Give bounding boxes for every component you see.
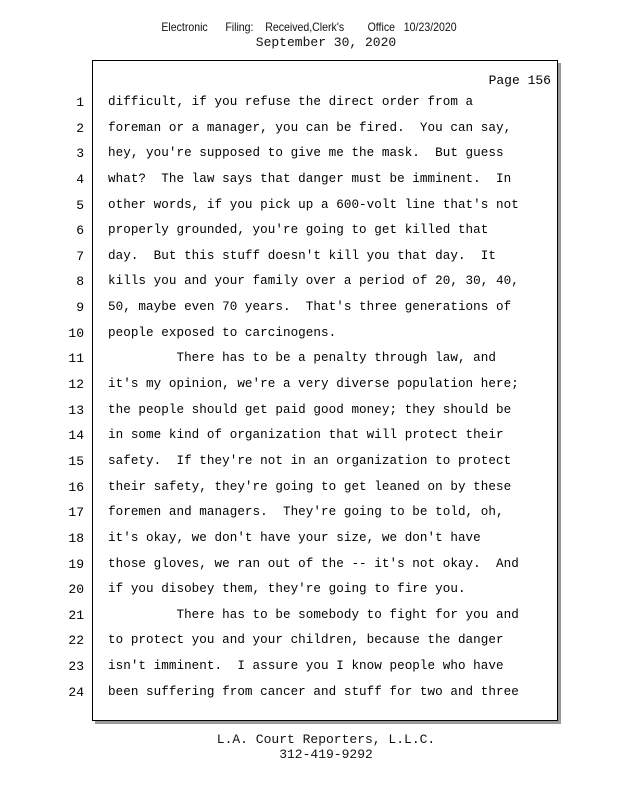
transcript-line	[0, 449, 618, 475]
transcript-line	[0, 90, 618, 116]
transcript-line	[0, 141, 618, 167]
line-text: to protect you and your children, because the danger	[108, 633, 504, 648]
line-number: 3	[76, 146, 84, 162]
court-reporter-phone: 312-419-9292	[279, 747, 373, 762]
transcript-line	[0, 218, 618, 244]
line-number: 5	[76, 197, 84, 213]
transcript-line	[0, 269, 618, 295]
line-number: 6	[76, 223, 84, 239]
line-text: There has to be somebody to fight for you and	[108, 607, 519, 622]
line-text: it's my opinion, we're a very diverse population here;	[108, 377, 519, 392]
line-text: been suffering from cancer and stuff for two and three	[108, 684, 519, 699]
line-number: 15	[68, 453, 84, 469]
transcript-line	[0, 167, 618, 193]
line-number: 12	[68, 377, 84, 393]
line-number: 21	[68, 607, 84, 623]
court-reporter-name: L.A. Court Reporters, L.L.C.	[216, 732, 436, 747]
line-text: hey, you're supposed to give me the mask. But guess	[108, 146, 504, 161]
transcript-line	[0, 116, 618, 142]
transcript-line	[0, 552, 618, 578]
line-text: other words, if you pick up a 600-volt line that's not	[108, 197, 519, 212]
line-text: There has to be a penalty through law, and	[108, 351, 496, 366]
transcript-line	[0, 654, 618, 680]
transcript-line	[0, 295, 618, 321]
line-text: people exposed to carcinogens.	[108, 325, 337, 340]
transcript-line	[0, 475, 618, 501]
line-number: 17	[68, 505, 84, 521]
line-text: isn't imminent. I assure you I know people who have	[108, 659, 504, 674]
line-number: 22	[68, 633, 84, 649]
line-number: 18	[68, 530, 84, 546]
line-text: it's okay, we don't have your size, we don't have	[108, 530, 481, 545]
line-number: 16	[68, 479, 84, 495]
transcript-line	[0, 577, 618, 603]
line-text: difficult, if you refuse the direct order from a	[108, 95, 474, 109]
transcript-lines	[0, 90, 618, 705]
page-number: Page 156	[488, 73, 551, 88]
line-number: 24	[68, 684, 84, 700]
line-number: 8	[76, 274, 84, 290]
transcript-line	[0, 193, 618, 219]
line-text: 50, maybe even 70 years. That's three generations of	[108, 300, 512, 315]
line-text: those gloves, we ran out of the -- it's not okay. And	[108, 556, 519, 571]
line-text: foreman or a manager, you can be fired. You can say,	[108, 120, 512, 135]
transcript-line	[0, 346, 618, 372]
line-text: day. But this stuff doesn't kill you that day. It	[108, 248, 496, 263]
transcript-line	[0, 603, 618, 629]
transcript-line	[0, 680, 618, 706]
line-number: 7	[76, 248, 84, 264]
line-text: foremen and managers. They're going to be told, oh,	[108, 505, 504, 520]
line-text: kills you and your family over a period of 20, 30, 40,	[108, 274, 519, 289]
line-number: 13	[68, 402, 84, 418]
line-number: 20	[68, 582, 84, 598]
line-number: 1	[76, 95, 84, 110]
line-number: 4	[76, 171, 84, 187]
line-number: 14	[68, 428, 84, 444]
line-text: in some kind of organization that will protect their	[108, 428, 504, 443]
hearing-date: September 30, 2020	[255, 35, 397, 50]
filing-stamp: Electronic Filing: Received,Clerk's Office 10/23/2020	[161, 20, 457, 34]
transcript-line	[0, 423, 618, 449]
transcript-line	[0, 500, 618, 526]
line-text: what? The law says that danger must be imminent. In	[108, 171, 512, 186]
line-number: 19	[68, 556, 84, 572]
transcript-line	[0, 244, 618, 270]
line-number: 23	[68, 659, 84, 675]
line-text: their safety, they're going to get leaned on by these	[108, 479, 512, 494]
line-number: 9	[76, 300, 84, 316]
line-text: safety. If they're not in an organization to protect	[108, 453, 512, 468]
transcript-line	[0, 372, 618, 398]
line-text: the people should get paid good money; they should be	[108, 402, 512, 417]
transcript-line	[0, 321, 618, 347]
transcript-line	[0, 628, 618, 654]
line-number: 11	[68, 351, 84, 367]
line-number: 10	[68, 325, 84, 341]
line-number: 2	[76, 120, 84, 136]
transcript-line	[0, 526, 618, 552]
line-text: if you disobey them, they're going to fire you.	[108, 582, 466, 597]
line-text: properly grounded, you're going to get killed that	[108, 223, 489, 238]
transcript-line	[0, 398, 618, 424]
